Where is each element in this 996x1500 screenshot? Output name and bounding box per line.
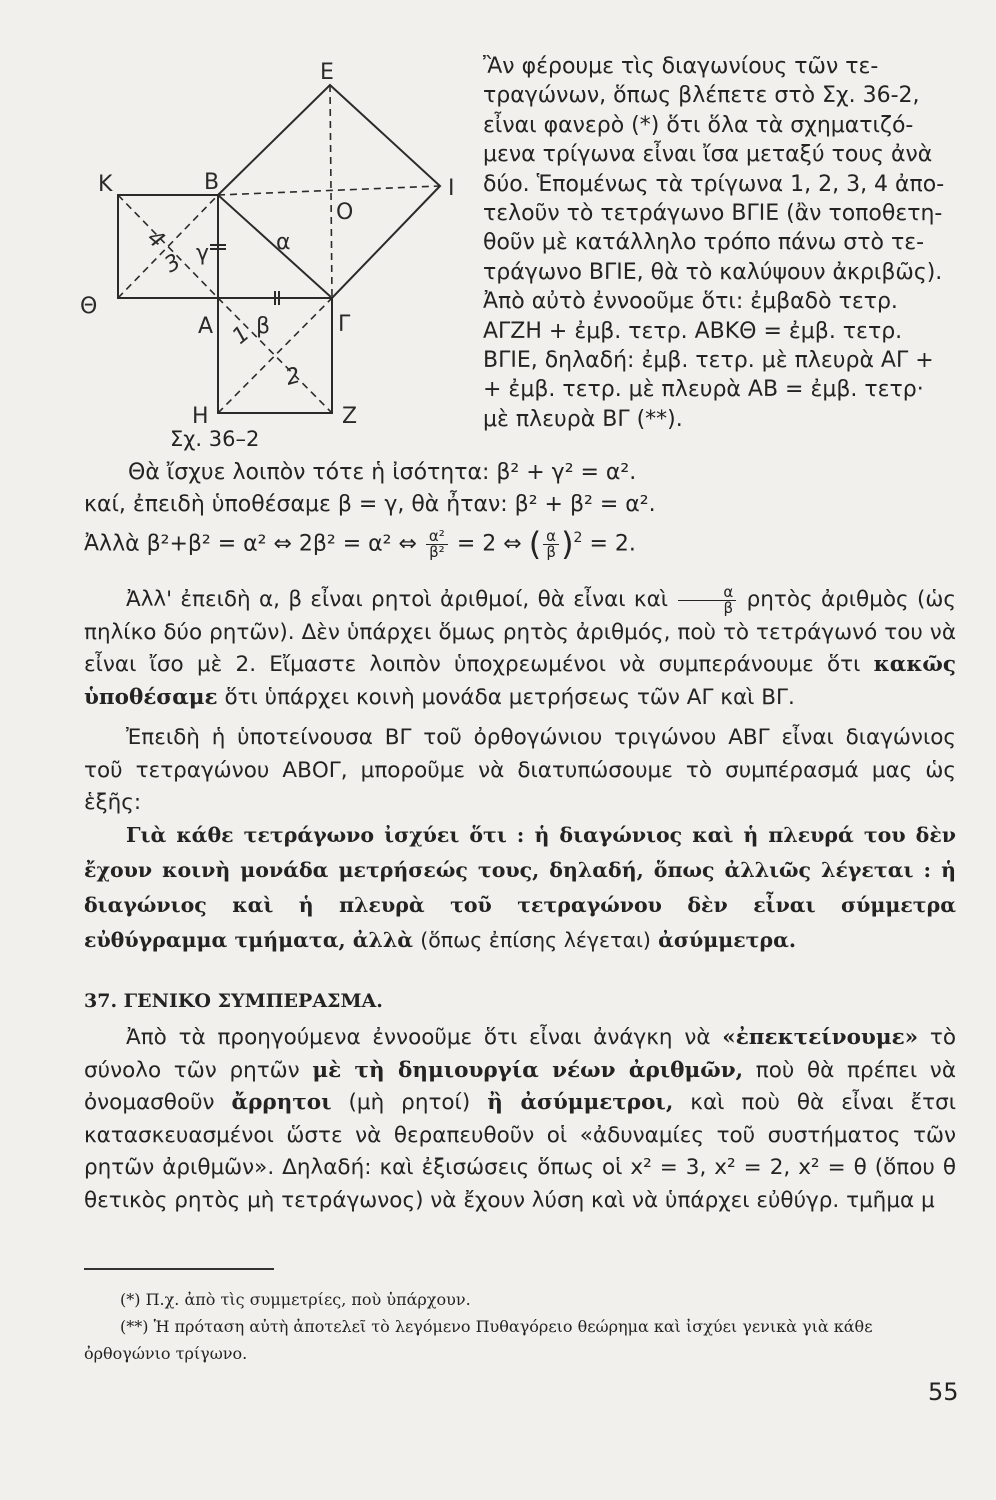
right-line-10: ΑΓΖΗ + ἐμβ. τετρ. ΑΒΚΘ = ἐμβ. τετρ. [483, 318, 903, 344]
right-line-12: + ἐμβ. τετρ. μὲ πλευρὰ ΑΒ = ἐμβ. τετρ· [483, 377, 924, 403]
eq3-frac-num: α² [426, 529, 448, 545]
eq3-suffix: = 2. [589, 531, 636, 557]
para3-b1: «ἐπεκτείνουμε» [722, 1025, 919, 1050]
right-line-13: μὲ πλευρὰ ΒΓ (**). [483, 406, 683, 432]
right-line-11: ΒΓΙΕ, δηλαδή: ἐμβ. τετρ. μὲ πλευρὰ ΑΓ + [483, 348, 934, 374]
para1-bold: κακῶς ὑποθέσαμε [84, 652, 956, 710]
geometry-figure [80, 55, 480, 475]
footnote-2-block [84, 1313, 958, 1367]
para1-frac-num: α [678, 585, 736, 601]
footnote-1: (*) Π.χ. ἀπὸ τὶς συμμετρίες, ποὺ ὑπάρχουν. [120, 1290, 471, 1309]
label-beta: β [256, 314, 271, 339]
label-gamma-lower: γ [196, 241, 210, 266]
right-line-2: τραγώνων, ὅπως βλέπετε στὸ Σχ. 36-2, [483, 83, 920, 109]
footnote-rule [84, 1268, 274, 1270]
label-e: E [320, 60, 334, 85]
para1-end: ὅτι ὑπάρχει κοινὴ μονάδα μετρήσεως τῶν ΑΓ καὶ ΒΓ. [224, 684, 795, 710]
eq3-frac-den: β² [429, 542, 445, 561]
para3-b3: ἄρρητοι [231, 1090, 332, 1115]
equation-line-2: καί, ἐπειδὴ ὑποθέσαμε β = γ, θὰ ἦταν: β² + β² = α². [84, 492, 656, 517]
left-paren: ( [528, 524, 542, 563]
para2-text: Ἐπειδὴ ἡ ὑποτείνουσα ΒΓ τοῦ ὀρθογώνιου τριγώνου ΑΒΓ εἶναι διαγώνιος τοῦ τετραγώνου ΑΒΟΓ, μποροῦμε νὰ διατυπώσουμε τὸ συμπέρασμά μας ὡς ἑξῆς: [84, 725, 956, 815]
theorem-bold-2: ἀσύμμετρα. [658, 928, 797, 952]
figure-caption: Σχ. 36–2 [170, 427, 260, 451]
label-h: H [192, 404, 209, 429]
right-line-8: τράγωνο ΒΓΙΕ, θὰ τὸ καλύψουν ἀκριβῶς). [483, 259, 943, 285]
eq3-paren-num: α [543, 529, 559, 545]
label-b: B [204, 170, 220, 195]
page-number: 55 [928, 1378, 959, 1406]
right-line-7: θοῦν μὲ κατάλληλο τρόπο πάνω στὸ τε- [483, 230, 925, 256]
eq3-fraction [426, 526, 448, 561]
right-line-9: Ἀπὸ αὐτὸ ἐννοοῦμε ὅτι: ἐμβαδὸ τετρ. [483, 289, 898, 315]
para3-b4: ἢ ἀσύμμετροι, [487, 1090, 674, 1115]
right-line-3: εἶναι φανερὸ (*) ὅτι ὅλα τὰ σχηματιζό- [483, 112, 914, 138]
para3-t4: (μὴ ρητοί) [348, 1090, 471, 1115]
eq3-exponent: 2 [573, 530, 583, 546]
label-a: A [198, 314, 214, 339]
right-paren: ) [561, 524, 574, 563]
label-z: Z [342, 404, 358, 429]
label-i: I [448, 176, 455, 201]
eq3-mid: = 2 ⇔ [456, 531, 522, 557]
para1-after-frac: ρητὸς ἀριθμὸς (ὡς πηλίκο δύο ρητῶν). Δὲν ὑπάρχει ὅμως ρητὸς ἀριθμός, ποὺ τὸ τετράγωνό του νὰ εἶναι ἴσο μὲ 2. Εἴμαστε λοιπὸν ὑποχρεωμένοι νὰ συμπεράνουμε ὅτι [84, 587, 956, 677]
label-alpha: α [276, 230, 291, 255]
label-k: K [98, 172, 113, 197]
eq3-prefix: Ἀλλὰ β²+β² = α² ⇔ 2β² = α² ⇔ [84, 531, 417, 557]
para1-frac-den: β [723, 598, 734, 617]
para1-fraction [678, 582, 736, 617]
label-gamma-upper: Γ [338, 312, 351, 337]
footnotes [120, 1286, 958, 1313]
section-heading: 37. ΓΕΝΙΚΟ ΣΥΜΠΕΡΑΣΜΑ. [84, 990, 383, 1012]
equation-line-1: Θὰ ἴσχυε λοιπὸν τότε ἡ ἰσότητα: β² + γ² = α². [128, 460, 637, 485]
square-bgie [218, 85, 440, 298]
equation-line-3 [84, 524, 636, 563]
label-theta: Θ [80, 294, 98, 319]
eq3-paren-den: β [546, 542, 556, 561]
para3-t2: τὸ σύνολο τῶν ρητῶν [84, 1025, 956, 1083]
label-o: O [336, 200, 354, 225]
right-line-1: Ἂν φέρουμε τὶς διαγωνίους τῶν τε- [483, 54, 879, 79]
para3-b2: μὲ τὴ δημιουργία νέων ἀριθμῶν, [312, 1057, 744, 1083]
hand-mark-4: 4 [142, 225, 169, 254]
pythagoras-diagram [80, 55, 480, 475]
para3-t3: ποὺ θὰ πρέπει νὰ ὀνομασθοῦν [84, 1057, 956, 1115]
footnote-2: (**) Ἡ πρόταση αὐτὴ ἀποτελεῖ τὸ λεγόμενο Πυθαγόρειο θεώρημα καὶ ἰσχύει γενικὰ γιὰ κάθε ὀρθογώνιο τρίγωνο. [84, 1317, 873, 1363]
right-column-text [483, 52, 953, 434]
hand-mark-3: 3 [160, 249, 186, 279]
para3-t5: καὶ ποὺ θὰ εἶναι ἔτσι κατασκευασμένοι ὥστε νὰ θεραπευθοῦν οἱ «ἀδυναμίες τοῦ συστήματος τῶν ρητῶν ἀριθμῶν». Δηλαδή: καὶ ἐξισώσεις ὅπως οἱ x² = 3, x² = 2, x² = θ (ὅπου θ θετικὸς ρητὸς μὴ τετράγωνος) νὰ ἔχουν λύση καὶ νὰ ὑπάρχει εὐθύγρ. τμῆμα μ [84, 1090, 956, 1213]
right-line-4: μενα τρίγωνα εἶναι ἴσα μεταξύ τους ἀνὰ [483, 142, 933, 168]
para3-t1: Ἀπὸ τὰ προηγούμενα ἐννοοῦμε ὅτι εἶναι ἀνάγκη νὰ [126, 1025, 711, 1050]
right-line-6: τελοῦν τὸ τετράγωνο ΒΓΙΕ (ἂν τοποθετη- [483, 201, 943, 227]
right-line-5: δύο. Ἑπομένως τὰ τρίγωνα 1, 2, 3, 4 ἀπο- [483, 171, 945, 197]
tick-marks [210, 245, 279, 305]
theorem-statement [84, 818, 956, 958]
hand-mark-2: 2 [283, 363, 304, 391]
theorem-plain: (ὅπως ἐπίσης λέγεται) [420, 928, 651, 952]
hand-mark-1: 1 [227, 321, 255, 350]
theorem-bold-1: Γιὰ κάθε τετράγωνο ἰσχύει ὅτι : ἡ διαγώνιος καὶ ἡ πλευρά του δὲν ἔχουν κοινὴ μονάδα μετρήσεώς τους, δηλαδή, ὅπως ἀλλιῶς λέγεται : ἡ διαγώνιος καὶ ἡ πλευρὰ τοῦ τετραγώνου δὲν εἶναι σύμμετρα εὐθύγραμμα τμήματα, ἀλλὰ [84, 823, 956, 952]
paragraph-1 [84, 584, 956, 714]
para1-start: Ἀλλ' ἐπειδὴ α, β εἶναι ρητοὶ ἀριθμοί, θὰ εἶναι καὶ [126, 587, 669, 612]
eq3-paren-fraction [543, 526, 559, 561]
paragraph-3 [84, 1022, 956, 1217]
paragraph-2 [84, 722, 956, 820]
